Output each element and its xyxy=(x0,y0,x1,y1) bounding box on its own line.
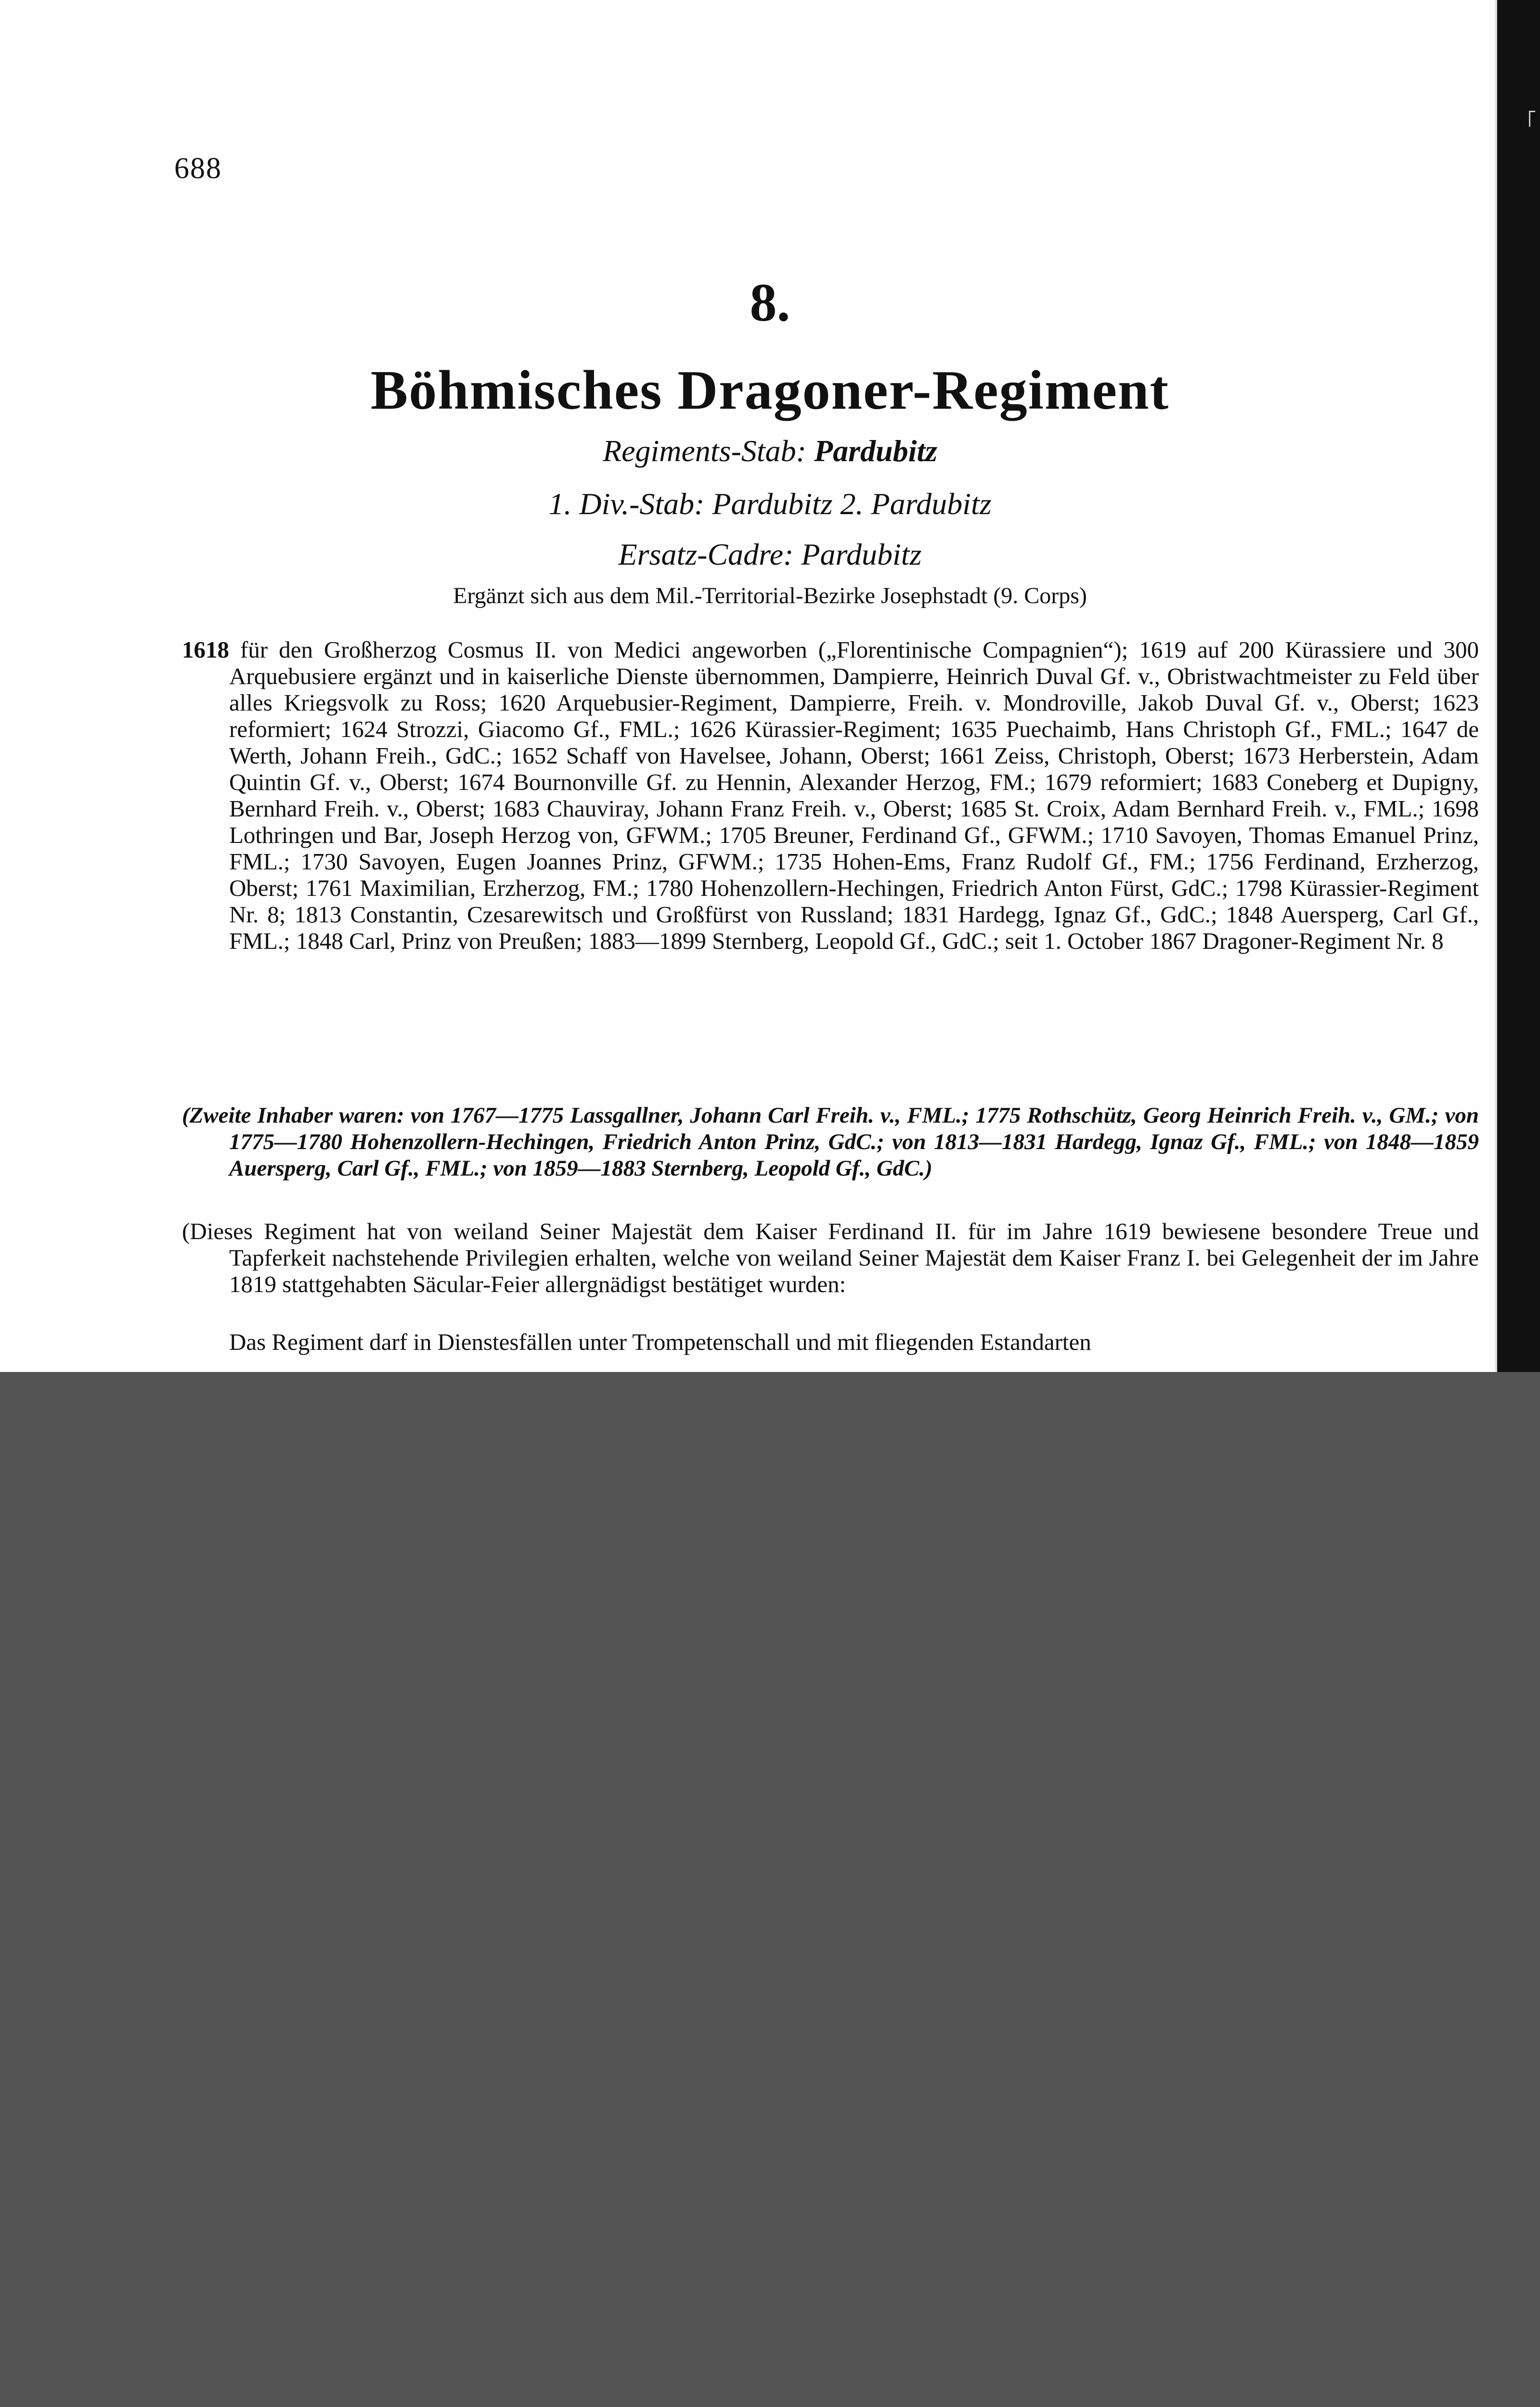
supplement-line: Ergänzt sich aus dem Mil.-Territorial-Bezirke Josephstadt (9. Corps) xyxy=(453,583,1087,608)
second-owners-note: (Zweite Inhaber waren: von 1767—1775 Lassgallner, Johann Carl Freih. v., FML.; 1775 Rothschütz, Georg Heinrich Freih. v., GM.; von 1775—1780 Hohenzollern-Hechingen, Friedrich Anton Prinz, GdC.; von 1813—1831 Hardegg, Ignaz Gf., FML.; von 1848—1859 Auersperg, Carl Gf., FML.; von 1859—1883 Sternberg, Leopold Gf., GdC.) xyxy=(182,1103,1479,1181)
history-year: 1618 xyxy=(182,636,229,663)
regiment-history xyxy=(182,636,1479,954)
reserve-cadre-line: Ersatz-Cadre: Pardubitz xyxy=(618,537,922,571)
scan-shadow xyxy=(1497,0,1540,1372)
unscanned-region xyxy=(0,1372,1540,2407)
division-staff-line: 1. Div.-Stab: Pardubitz 2. Pardubitz xyxy=(548,487,992,521)
staff-label: Regiments-Stab: xyxy=(602,434,806,468)
regiment-number: 8. xyxy=(750,273,790,333)
staff-location: Pardubitz xyxy=(814,434,938,468)
regiment-title: Böhmisches Dragoner-Regiment xyxy=(370,360,1170,421)
page-number: 688 xyxy=(174,152,222,185)
privilege-text: Das Regiment darf in Dienstesfällen unter Trompetenschall und mit fliegenden Estandarten xyxy=(229,1329,1091,1355)
regiment-staff-line xyxy=(0,433,1540,469)
history-text: für den Großherzog Cosmus II. von Medici angeworben („Florentinische Compagnien“); 1619 auf 200 Kürassiere und 300 Arquebusiere ergänzt und in kaiserliche Dienste übernommen, Dampierre, Heinrich Duval Gf. v., Obristwachtmeister zu Feld über alles Kriegsvolk zu Ross; 1620 Arquebusier-Regiment, Dampierre, Freih. v. Mondroville, Jakob Duval Gf. v., Oberst; 1623 reformiert; 1624 Strozzi, Giacomo Gf., FML.; 1626 Kürassier-Regiment; 1635 Puechaimb, Hans Christoph Gf., FML.; 1647 de Werth, Johann Freih., GdC.; 1652 Schaff von Havelsee, Johann, Oberst; 1661 Zeiss, Christoph, Oberst; 1673 Herberstein, Adam Quintin Gf. v., Oberst; 1674 Bournonville Gf. zu Hennin, Alexander Herzog, FM.; 1679 reformiert; 1683 Coneberg et Dupigny, Bernhard Freih. v., Oberst; 1683 Chauviray, Johann Franz Freih. v., Oberst; 1685 St. Croix, Adam Bernhard Freih. v., FML.; 1698 Lothringen und Bar, Joseph Herzog von, GFWM.; 1705 Breuner, Ferdinand Gf., GFWM.; 1710 Savoyen, Thomas Emanuel Prinz, FML.; 1730 Savoyen, Eugen Joannes Prinz, GFWM.; 1735 Hohen-Ems, Franz Rudolf Gf., FM.; 1756 Ferdinand, Erzherzog, Oberst; 1761 Maximilian, Erzherzog, FM.; 1780 Hohenzollern-Hechingen, Friedrich Anton Fürst, GdC.; 1798 Kürassier-Regiment Nr. 8; 1813 Constantin, Czesarewitsch und Großfürst von Russland; 1831 Hardegg, Ignaz Gf., GdC.; 1848 Auersperg, Carl Gf., FML.; 1848 Carl, Prinz von Preußen; 1883—1899 Sternberg, Leopold Gf., GdC.; seit 1. October 1867 Dragoner-Regiment Nr. 8 xyxy=(229,636,1479,954)
scan-edge-mark xyxy=(1529,111,1535,127)
privilege-intro: (Dieses Regiment hat von weiland Seiner Majestät dem Kaiser Ferdinand II. für im Jahre 1619 bewiesene besondere Treue und Tapferkeit nachstehende Privilegien erhalten, welche von weiland Seiner Majestät dem Kaiser Franz I. bei Gelegenheit der im Jahre 1819 stattgehabten Säcular-Feier allergnädigst bestätiget wurden: xyxy=(182,1218,1479,1297)
